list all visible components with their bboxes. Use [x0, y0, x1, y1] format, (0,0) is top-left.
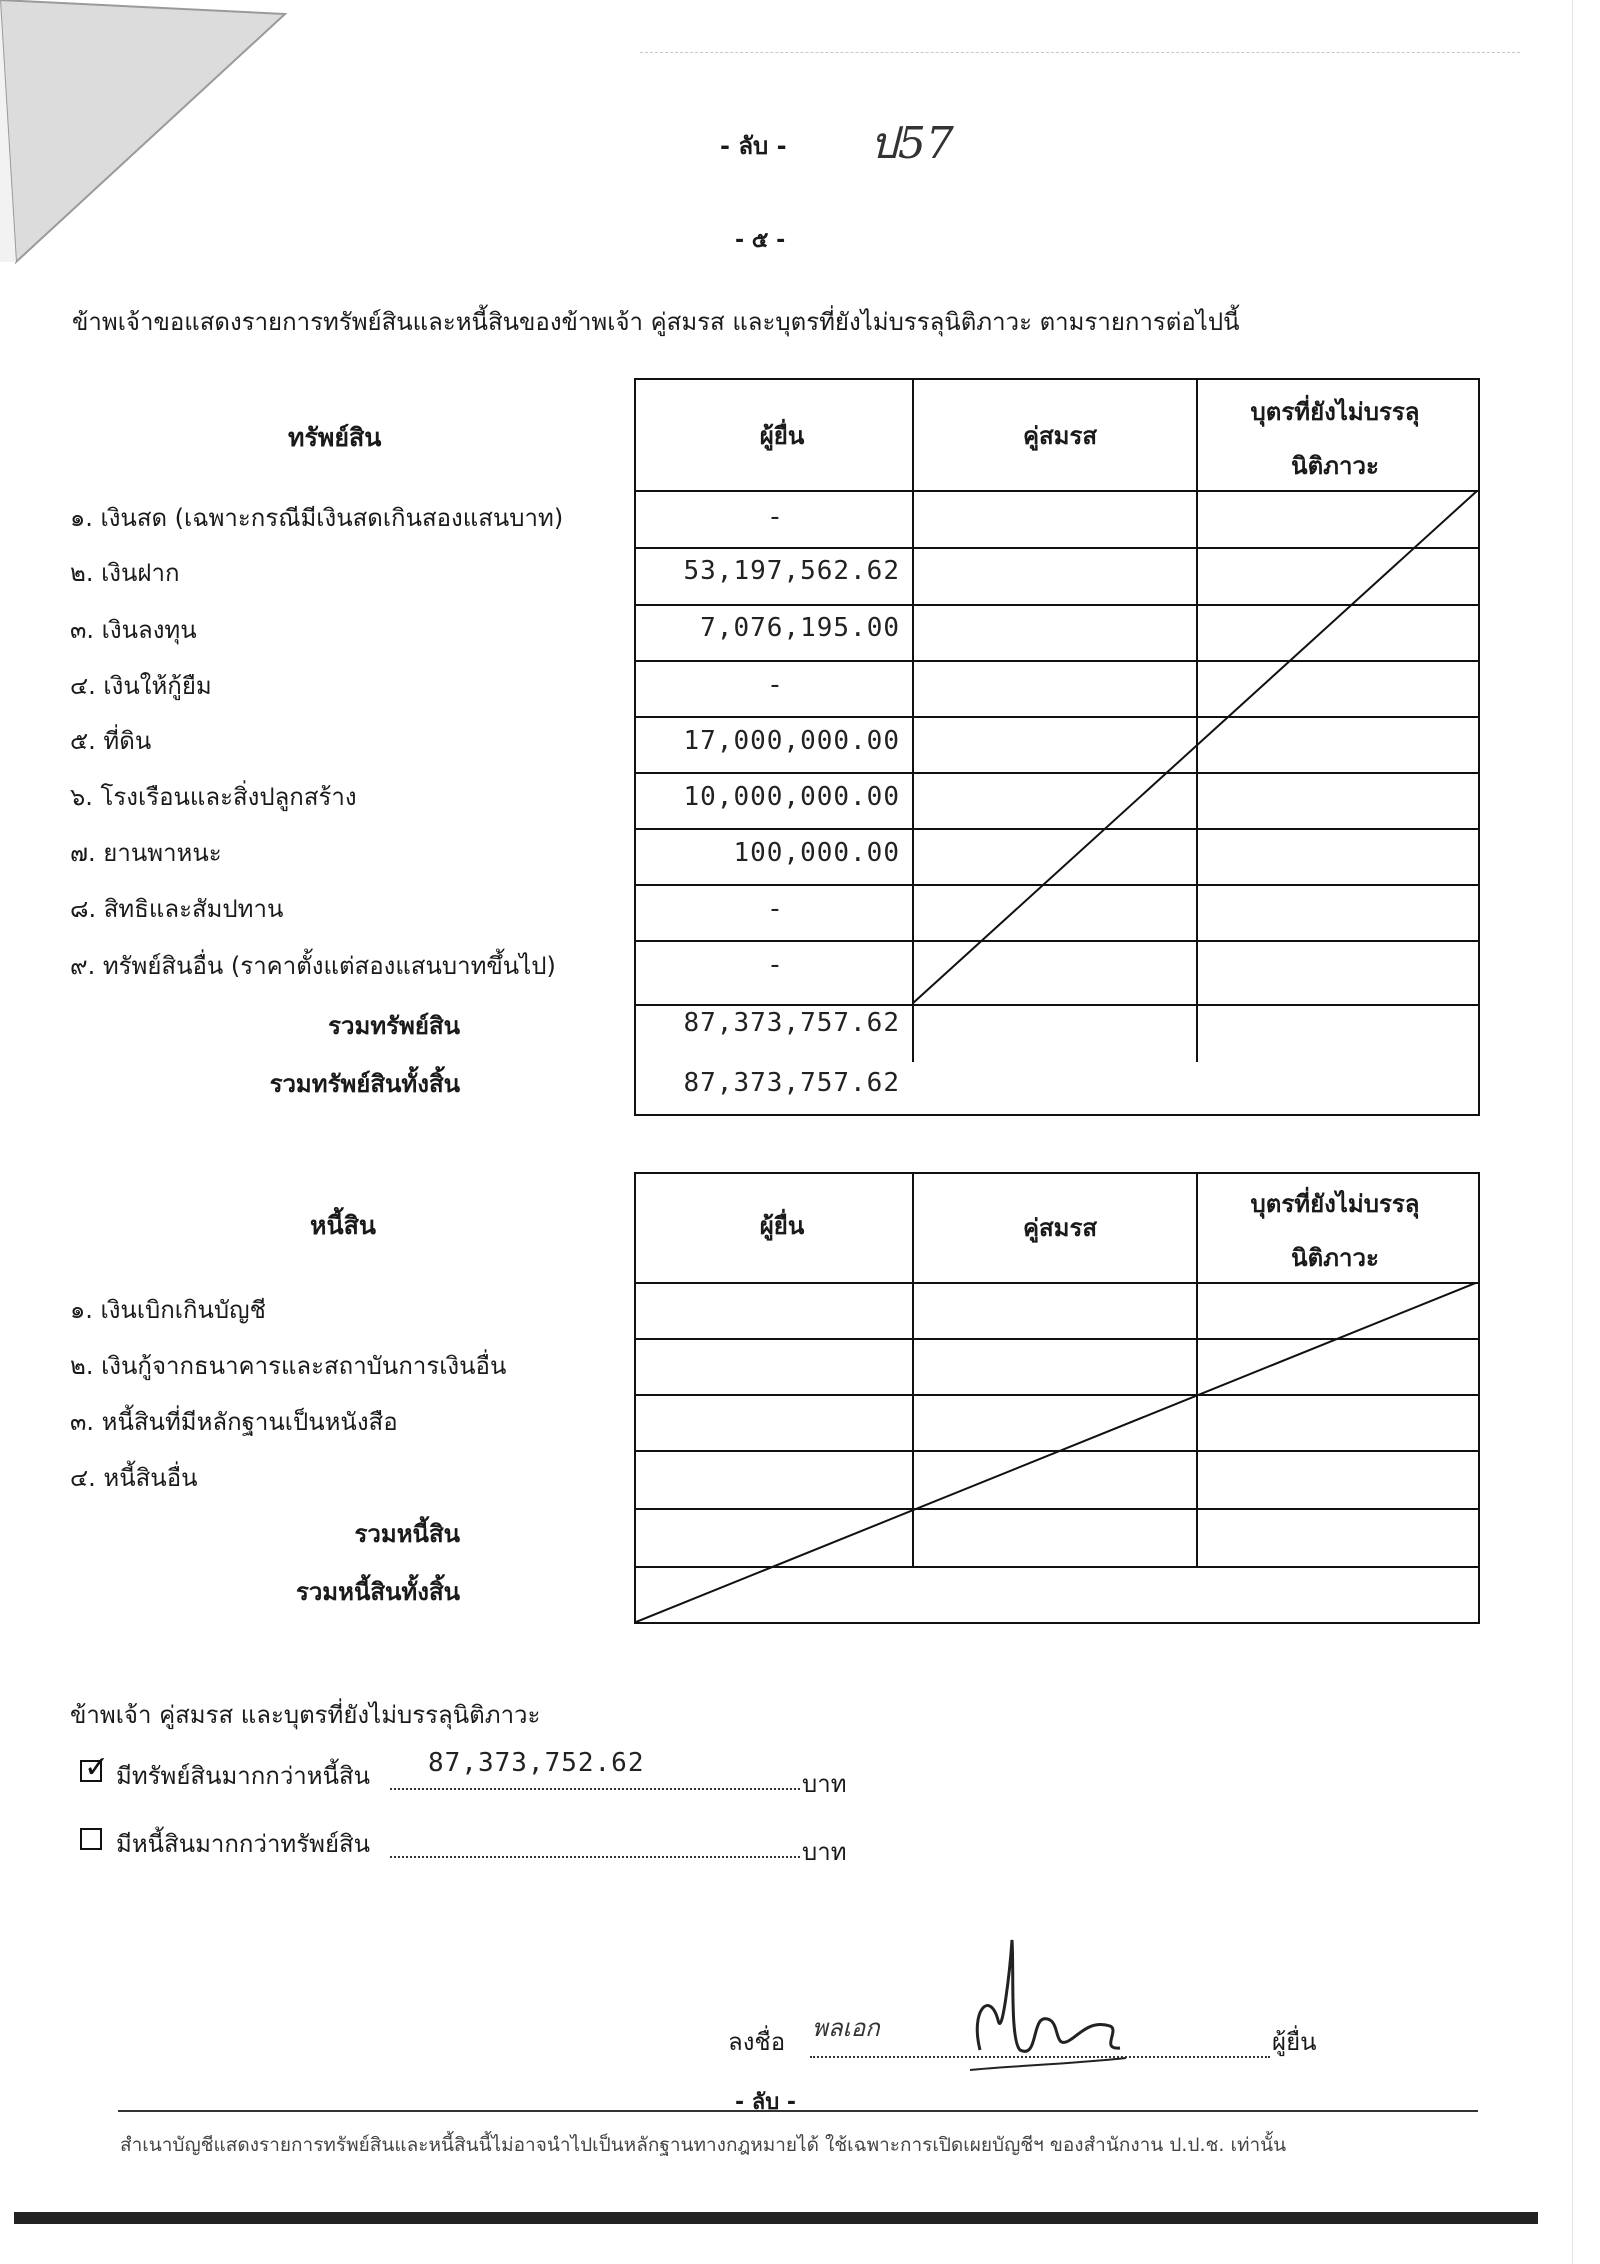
asset-value: 7,076,195.00 [700, 613, 900, 643]
assets-col-minor-line2: นิติภาวะ [1291, 452, 1379, 480]
asset-value: - [770, 894, 780, 924]
assets-exceed-value: 87,373,752.62 [428, 1748, 645, 1778]
assets-exceed-label: มีทรัพย์สินมากกว่าหนี้สิน [116, 1762, 371, 1790]
assets-row-line [636, 1004, 1478, 1006]
page-number: - ๕ - [735, 228, 786, 253]
secret-mark-bottom: - ลับ - [735, 2090, 797, 2115]
asset-row-label: ๙. ทรัพย์สินอื่น (ราคาตั้งแต่สองแสนบาทขึ้นไป) [70, 952, 556, 980]
asset-row-label: ๒. เงินฝาก [70, 559, 180, 587]
assets-title: ทรัพย์สิน [288, 423, 382, 452]
debts-exceed-line [390, 1856, 800, 1858]
liability-row-label: ๒. เงินกู้จากธนาคารและสถาบันการเงินอื่น [70, 1352, 507, 1380]
liability-row-label: ๓. หนี้สินที่มีหลักฐานเป็นหนังสือ [70, 1408, 398, 1436]
liab-col-minor-line2: นิติภาวะ [1291, 1244, 1379, 1272]
asset-value: 17,000,000.00 [683, 726, 900, 756]
handwritten-code: ป57 [870, 118, 954, 169]
signature-scribble [950, 1930, 1130, 2090]
asset-value: - [770, 670, 780, 700]
assets-exceed-line [390, 1788, 800, 1790]
asset-row-label: ๗. ยานพาหนะ [70, 839, 222, 867]
asset-row-label: ๔. เงินให้กู้ยืม [70, 672, 212, 700]
assets-exceed-unit: บาท [802, 1770, 847, 1798]
signature-role: ผู้ยื่น [1272, 2028, 1317, 2056]
asset-value: 100,000.00 [733, 838, 900, 868]
assets-total-label: รวมทรัพย์สิน [328, 1012, 460, 1040]
assets-grand-total-value: 87,373,757.62 [683, 1068, 900, 1098]
liabilities-grand-total-label: รวมหนี้สินทั้งสิ้น [295, 1578, 460, 1606]
scan-right-edge [1572, 0, 1573, 2264]
liability-row-label: ๔. หนี้สินอื่น [70, 1464, 198, 1492]
liab-col-spouse: คู่สมรส [1022, 1214, 1098, 1242]
asset-value: - [770, 502, 780, 532]
assets-total-value: 87,373,757.62 [683, 1008, 900, 1038]
assets-col-minor-line1: บุตรที่ยังไม่บรรลุ [1250, 398, 1420, 426]
liabilities-total-label: รวมหนี้สิน [354, 1520, 460, 1548]
debts-exceed-unit: บาท [802, 1838, 847, 1866]
asset-value: 10,000,000.00 [683, 782, 900, 812]
intro-text: ข้าพเจ้าขอแสดงรายการทรัพย์สินและหนี้สินของข้าพเจ้า คู่สมรส และบุตรที่ยังไม่บรรลุนิติภาวะ ตามรายการต่อไปนี้ [72, 308, 1240, 336]
page-corner-fold [0, 0, 290, 270]
footer-rule [118, 2110, 1478, 2112]
assets-grand-total-label: รวมทรัพย์สินทั้งสิ้น [269, 1070, 460, 1098]
asset-row-label: ๑. เงินสด (เฉพาะกรณีมีเงินสดเกินสองแสนบาท) [70, 504, 564, 532]
assets-col-spouse: คู่สมรส [1022, 422, 1098, 450]
signature-handwritten-name: พลเอก [812, 2014, 880, 2042]
liab-col-minor-line1: บุตรที่ยังไม่บรรลุ [1250, 1190, 1420, 1218]
asset-value: - [770, 950, 780, 980]
asset-row-label: ๕. ที่ดิน [70, 727, 152, 755]
asset-row-label: ๖. โรงเรือนและสิ่งปลูกสร้าง [70, 783, 357, 811]
asset-value: 53,197,562.62 [683, 556, 900, 586]
asset-row-label: ๘. สิทธิและสัมปทาน [70, 895, 284, 923]
assets-void-diagonal [912, 490, 1478, 1004]
assets-exceed-checkbox[interactable] [80, 1750, 110, 1785]
summary-intro: ข้าพเจ้า คู่สมรส และบุตรที่ยังไม่บรรลุนิติภาวะ [70, 1701, 541, 1729]
secret-mark-top: - ลับ - [720, 132, 787, 160]
signature-label: ลงชื่อ [728, 2028, 786, 2056]
check-mark-icon: ✓ [84, 1750, 110, 1785]
asset-row-label: ๓. เงินลงทุน [70, 616, 197, 644]
scan-top-rule [640, 52, 1520, 53]
liabilities-title: หนี้สิน [310, 1211, 376, 1240]
footer-disclaimer: สำเนาบัญชีแสดงรายการทรัพย์สินและหนี้สินนี้ไม่อาจนำไปเป็นหลักฐานทางกฎหมายได้ ใช้เฉพาะการเปิดเผยบัญชีฯ ของสำนักงาน ป.ป.ช. เท่านั้น [120, 2134, 1287, 2156]
debts-exceed-checkbox[interactable] [80, 1828, 102, 1850]
liab-col-declarant: ผู้ยื่น [759, 1212, 805, 1240]
scan-bottom-bar [14, 2212, 1538, 2224]
assets-col-declarant: ผู้ยื่น [759, 422, 805, 450]
debts-exceed-label: มีหนี้สินมากกว่าทรัพย์สิน [116, 1830, 371, 1858]
liability-row-label: ๑. เงินเบิกเกินบัญชี [70, 1296, 266, 1324]
signature-line [810, 2056, 1270, 2058]
liabilities-void-diagonal [636, 1282, 1478, 1622]
